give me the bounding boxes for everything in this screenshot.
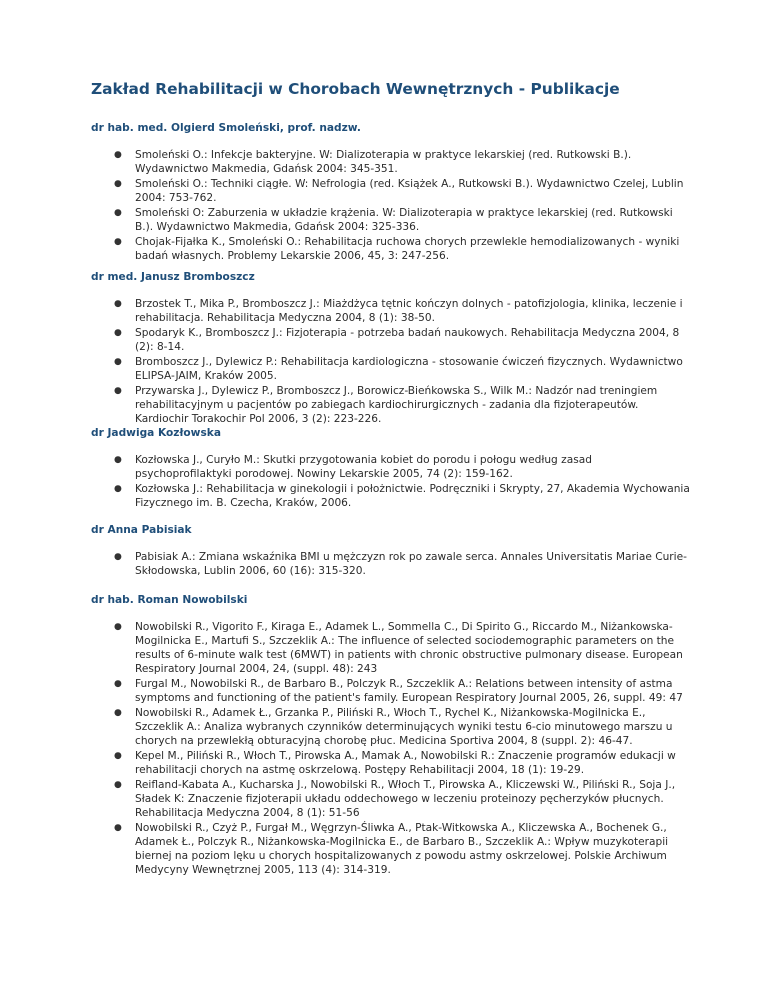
- bullet-icon: ●: [114, 237, 122, 247]
- publication-item: [91, 326, 691, 354]
- author-heading-kozlowska: dr Jadwiga Kozłowska: [91, 427, 221, 439]
- publication-list-bromboszcz: [91, 297, 691, 426]
- bullet-icon: ●: [114, 357, 122, 367]
- publication-text: Reifland-Kabata A., Kucharska J., Nowobilski R., Włoch T., Pirowska A., Kliczewski W., Piliński R., Soja J., Sładek K: Znaczenie fizjoterapii układu oddechowego w leczeniu proteinozy pęcherzyków płucnych. Rehabilitacja Medyczna 2004, 8 (1): 51-56: [135, 779, 676, 819]
- publication-text: Smoleński O.: Infekcje bakteryjne. W: Dializoterapia w praktyce lekarskiej (red. Rutkowski B.). Wydawnictwo Makmedia, Gdańsk 2004: 345-351.: [135, 149, 632, 175]
- author-heading-pabisiak: dr Anna Pabisiak: [91, 524, 192, 536]
- publication-item: [91, 550, 691, 578]
- bullet-icon: ●: [114, 455, 122, 465]
- bullet-icon: ●: [114, 179, 122, 189]
- author-heading-bromboszcz: dr med. Janusz Bromboszcz: [91, 271, 255, 283]
- publication-text: Furgal M., Nowobilski R., de Barbaro B., Polczyk R., Szczeklik A.: Relations between intensity of astma symptoms and functioning of the patient's family. European Respiratory Journal 2005, 26, suppl. 49: 47: [135, 678, 683, 704]
- publication-item: [91, 297, 691, 325]
- publication-item: [91, 482, 691, 510]
- publication-list-nowobilski: [91, 620, 691, 877]
- publication-text: Przywarska J., Dylewicz P., Bromboszcz J., Borowicz-Bieńkowska S., Wilk M.: Nadzór nad treningiem rehabilitacyjnym u pacjentów po zabiegach kardiochirurgicznych - zadania dla fizjoterapeutów. Kardiochir Torakochir Pol 2006, 3 (2): 223-226.: [135, 385, 658, 425]
- bullet-icon: ●: [114, 751, 122, 761]
- bullet-icon: ●: [114, 823, 122, 833]
- bullet-icon: ●: [114, 622, 122, 632]
- publication-item: [91, 206, 691, 234]
- bullet-icon: ●: [114, 328, 122, 338]
- publication-text: Smoleński O.: Techniki ciągłe. W: Nefrologia (red. Książek A., Rutkowski B.). Wydawnictwo Czelej, Lublin 2004: 753-762.: [135, 178, 684, 204]
- publication-item: [91, 148, 691, 176]
- page-title: Zakład Rehabilitacji w Chorobach Wewnętrznych - Publikacje: [91, 80, 620, 98]
- bullet-icon: ●: [114, 299, 122, 309]
- publication-text: Spodaryk K., Bromboszcz J.: Fizjoterapia - potrzeba badań naukowych. Rehabilitacja Medyczna 2004, 8 (2): 8-14.: [135, 327, 680, 353]
- bullet-icon: ●: [114, 150, 122, 160]
- publication-list-kozlowska: [91, 453, 691, 510]
- bullet-icon: ●: [114, 208, 122, 218]
- publication-item: [91, 821, 691, 877]
- publication-item: [91, 677, 691, 705]
- publication-item: [91, 620, 691, 676]
- bullet-icon: ●: [114, 679, 122, 689]
- publication-text: Kozłowska J., Curyło M.: Skutki przygotowania kobiet do porodu i połogu według zasad psychoprofilaktyki porodowej. Nowiny Lekarskie 2005, 74 (2): 159-162.: [135, 454, 592, 480]
- publication-text: Nowobilski R., Adamek Ł., Grzanka P., Piliński R., Włoch T., Rychel K., Niżankowska-Mogilnicka E., Szczeklik A.: Analiza wybranych czynników determinujących wyniki testu 6-cio minutowego marszu u chorych na przewlekłą obturacyjną chorobę płuc. Medicina Sportiva 2004, 8 (suppl. 2): 46-47.: [135, 707, 673, 747]
- publication-item: [91, 778, 691, 820]
- publication-text: Nowobilski R., Vigorito F., Kiraga E., Adamek L., Sommella C., Di Spirito G., Riccardo M., Niżankowska-Mogilnicka E., Martufi S., Szczeklik A.: The influence of selected sociodemographic parameters on the results of 6-minute walk test (6MWT) in patients with chronic obstructive pulmonary disease. European Respiratory Journal 2004, 24, (suppl. 48): 243: [135, 621, 683, 675]
- bullet-icon: ●: [114, 552, 122, 562]
- publication-text: Kozłowska J.: Rehabilitacja w ginekologii i położnictwie. Podręczniki i Skrypty, 27, Akademia Wychowania Fizycznego im. B. Czecha, Kraków, 2006.: [135, 483, 690, 509]
- publication-item: [91, 355, 691, 383]
- publication-item: [91, 177, 691, 205]
- publication-text: Brzostek T., Mika P., Bromboszcz J.: Miażdżyca tętnic kończyn dolnych - patofizjologia, klinika, leczenie i rehabilitacja. Rehabilitacja Medyczna 2004, 8 (1): 38-50.: [135, 298, 683, 324]
- publication-list-pabisiak: [91, 550, 691, 578]
- author-heading-smolenski: dr hab. med. Olgierd Smoleński, prof. nadzw.: [91, 122, 361, 134]
- publication-item: [91, 453, 691, 481]
- author-heading-nowobilski: dr hab. Roman Nowobilski: [91, 594, 248, 606]
- bullet-icon: ●: [114, 484, 122, 494]
- publication-text: Pabisiak A.: Zmiana wskaźnika BMI u mężczyzn rok po zawale serca. Annales Universitatis Mariae Curie-Skłodowska, Lublin 2006, 60 (16): 315-320.: [135, 551, 687, 577]
- publication-item: [91, 706, 691, 748]
- publication-item: [91, 384, 691, 426]
- publication-item: [91, 749, 691, 777]
- publication-list-smolenski: [91, 148, 691, 263]
- publication-text: Chojak-Fijałka K., Smoleński O.: Rehabilitacja ruchowa chorych przewlekle hemodializowanych - wyniki badań własnych. Problemy Lekarskie 2006, 45, 3: 247-256.: [135, 236, 680, 262]
- publication-text: Nowobilski R., Czyż P., Furgał M., Węgrzyn-Śliwka A., Ptak-Witkowska A., Kliczewska A., Bochenek G., Adamek Ł., Polczyk R., Niżankowska-Mogilnicka E., de Barbaro B., Szczeklik A.: Wpływ muzykoterapii biernej na poziom lęku u chorych hospitalizowanych z powodu astmy oskrzelowej. Polskie Archiwum Medycyny Wewnętrznej 2005, 113 (4): 314-319.: [135, 822, 669, 876]
- publication-item: [91, 235, 691, 263]
- publication-text: Smoleński O: Zaburzenia w układzie krążenia. W: Dializoterapia w praktyce lekarskiej (red. Rutkowski B.). Wydawnictwo Makmedia, Gdańsk 2004: 325-336.: [135, 207, 673, 233]
- bullet-icon: ●: [114, 386, 122, 396]
- bullet-icon: ●: [114, 708, 122, 718]
- publication-text: Bromboszcz J., Dylewicz P.: Rehabilitacja kardiologiczna - stosowanie ćwiczeń fizycznych. Wydawnictwo ELIPSA-JAIM, Kraków 2005.: [135, 356, 683, 382]
- bullet-icon: ●: [114, 780, 122, 790]
- publication-text: Kepel M., Piliński R., Włoch T., Pirowska A., Mamak A., Nowobilski R.: Znaczenie programów edukacji w rehabilitacji chorych na astmę oskrzelową. Postępy Rehabilitacji 2004, 18 (1): 19-29.: [135, 750, 676, 776]
